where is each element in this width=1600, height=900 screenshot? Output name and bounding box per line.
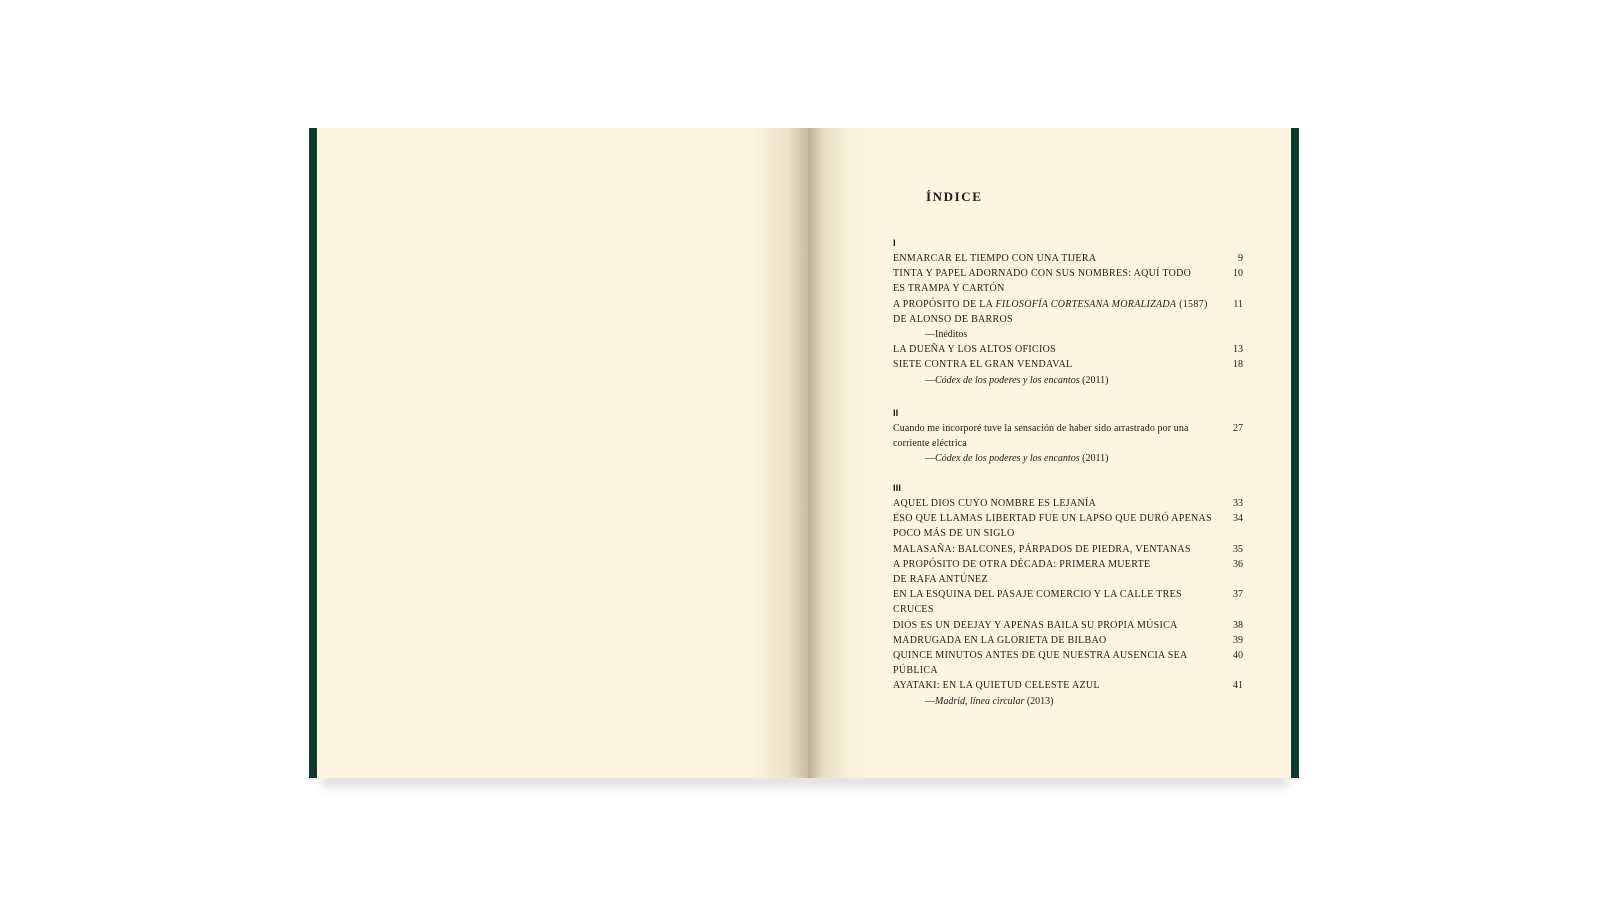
entry-title-line: Cuando me incorporé tuve la sensación de haber sido arrastrado por una	[893, 423, 1189, 434]
toc-entry[interactable]	[893, 357, 1243, 372]
section-numeral: I	[893, 238, 896, 249]
source-note: —Códex de los poderes y los encantos (2011)	[925, 453, 1109, 465]
entry-title-line: DE RAFA ANTÚNEZ	[893, 574, 988, 586]
entry-title-line: POCO MÁS DE UN SIGLO	[893, 528, 1015, 540]
right-page-index	[808, 128, 1291, 778]
entry-title-line: ES TRAMPA Y CARTÓN	[893, 283, 1005, 295]
entry-title: DIOS ES UN DEEJAY Y APENAS BAILA SU PROPIA MÚSICA	[893, 619, 1178, 631]
entry-title: MADRUGADA EN LA GLORIETA DE BILBAO	[893, 634, 1107, 646]
entry-title: SIETE CONTRA EL GRAN VENDAVAL	[893, 359, 1073, 371]
toc-entry[interactable]	[893, 618, 1243, 633]
entry-title: MALASAÑA: BALCONES, PÁRPADOS DE PIEDRA, VENTANAS	[893, 543, 1191, 555]
source-note: —Códex de los poderes y los encantos (2011)	[925, 374, 1109, 386]
entry-title: AQUEL DIOS CUYO NOMBRE ES LEJANÍA	[893, 498, 1097, 509]
left-page-blank	[317, 128, 808, 778]
entry-page: 36	[1233, 558, 1243, 570]
toc-entry[interactable]	[893, 542, 1243, 557]
entry-title-line: DE ALONSO DE BARROS	[893, 313, 1013, 325]
toc-entry[interactable]	[893, 421, 1243, 451]
entry-page: 41	[1233, 680, 1243, 692]
book-shadow	[321, 776, 1289, 792]
entry-title-part: (1587)	[1176, 298, 1208, 310]
toc-section-3	[893, 481, 1243, 709]
entry-page: 39	[1233, 634, 1243, 646]
entry-page: 27	[1233, 423, 1243, 434]
entry-page: 33	[1233, 498, 1243, 509]
source-note: —Inéditos	[925, 329, 968, 341]
toc-entry[interactable]	[893, 587, 1243, 617]
entry-page: 40	[1233, 650, 1243, 662]
entry-title: LA DUEÑA Y LOS ALTOS OFICIOS	[893, 344, 1056, 356]
toc-entry[interactable]	[893, 496, 1243, 511]
entry-page: 38	[1233, 619, 1243, 631]
entry-title-line: A PROPÓSITO DE OTRA DÉCADA: PRIMERA MUERTE	[893, 558, 1151, 570]
entry-title-part: A PROPÓSITO DE LA	[893, 298, 996, 310]
section-numeral: III	[893, 483, 901, 494]
toc-entry[interactable]	[893, 633, 1243, 648]
entry-page: 34	[1233, 513, 1243, 525]
toc-entry[interactable]	[893, 557, 1243, 587]
toc-entry[interactable]	[893, 342, 1243, 357]
toc-entry[interactable]	[893, 648, 1243, 678]
entry-title-line: ESO QUE LLAMAS LIBERTAD FUE UN LAPSO QUE DURÓ APENAS	[893, 513, 1212, 525]
toc-entry[interactable]	[893, 678, 1243, 693]
toc-section-2	[893, 406, 1243, 467]
toc-entry[interactable]	[893, 297, 1243, 327]
toc-entry[interactable]	[893, 511, 1243, 541]
entry-title-italic: FILOSOFÍA CORTESANA MORALIZADA	[995, 298, 1177, 310]
entry-title: EN LA ESQUINA DEL PASAJE COMERCIO Y LA CALLE TRES CRUCES	[893, 589, 1182, 616]
source-note: —Madrid, línea circular (2013)	[925, 695, 1054, 707]
entry-title-line: TINTA Y PAPEL ADORNADO CON SUS NOMBRES: AQUÍ TODO	[893, 268, 1192, 280]
toc-section-1	[893, 236, 1243, 388]
entry-page: 13	[1233, 344, 1243, 356]
entry-page: 11	[1233, 298, 1243, 310]
entry-title: AYATAKI: EN LA QUIETUD CELESTE AZUL	[893, 680, 1100, 692]
section-numeral: II	[893, 408, 899, 419]
entry-page: 10	[1233, 268, 1243, 280]
index-title: ÍNDICE	[926, 189, 983, 204]
entry-page: 37	[1233, 589, 1243, 601]
entry-page: 35	[1233, 543, 1243, 555]
entry-page: 9	[1238, 253, 1243, 264]
entry-title: QUINCE MINUTOS ANTES DE QUE NUESTRA AUSENCIA SEA PÚBLICA	[893, 650, 1187, 677]
open-book	[309, 128, 1299, 778]
entry-title-line: corriente eléctrica	[893, 438, 967, 450]
entry-title: ENMARCAR EL TIEMPO CON UNA TIJERA	[893, 253, 1097, 264]
cover-edge-right	[1291, 128, 1299, 778]
cover-edge-left	[309, 128, 317, 778]
toc-entry[interactable]	[893, 251, 1243, 266]
toc-entry[interactable]	[893, 266, 1243, 296]
entry-page: 18	[1233, 359, 1243, 371]
